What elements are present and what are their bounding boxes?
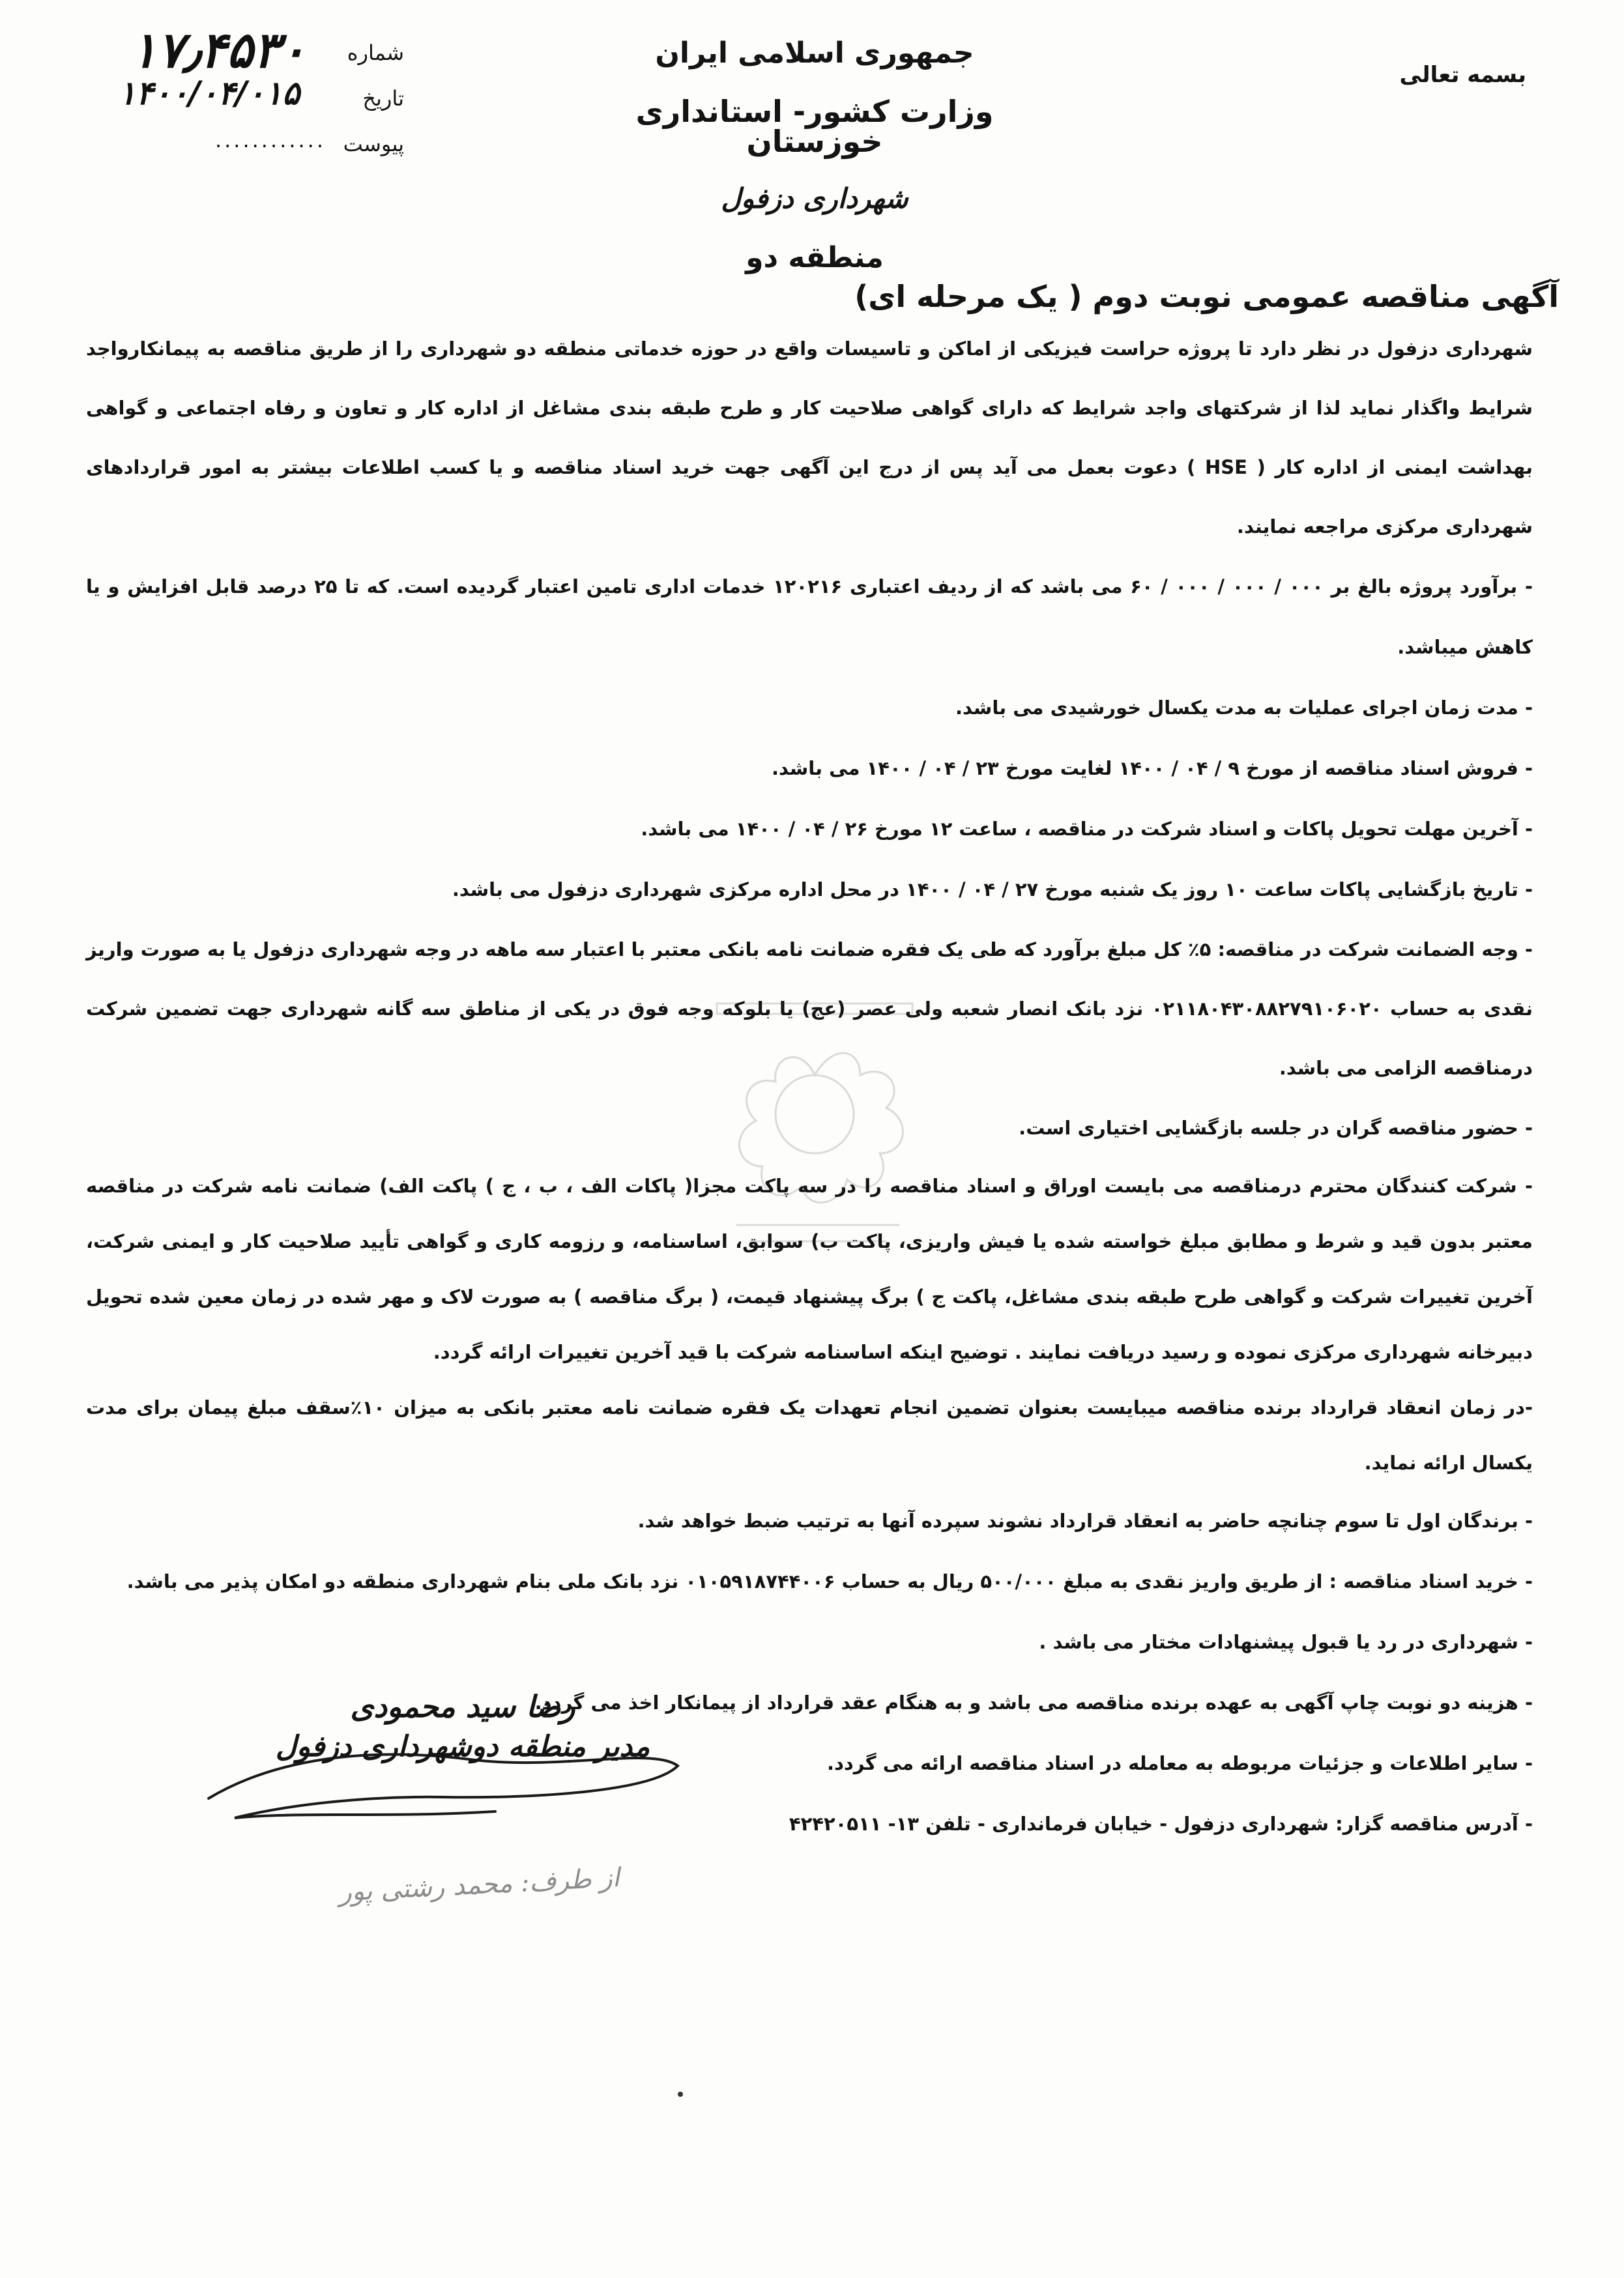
notice-item-performance-bond: -در زمان انعقاد قرارداد برنده مناقصه میبایست بعنوان تضمین انجام تعهدات یک فقره ضمانت نامه معتبر بانکی به میزان ۱۰٪سقف مبلغ پیمان برای مدت یکسال ارائه نماید. bbox=[86, 1396, 1533, 1474]
ink-dot bbox=[678, 2092, 683, 2097]
letter-meta bbox=[39, 21, 404, 163]
notice-item-document-sale: - فروش اسناد مناقصه از مورخ ۹ / ۰۴ / ۱۴۰۰ لغایت مورخ ۲۳ / ۰۴ / ۱۴۰۰ می باشد. bbox=[771, 757, 1533, 779]
notice-body bbox=[86, 319, 1533, 1854]
letter-date-label: تاریخ bbox=[362, 86, 404, 111]
signature-block bbox=[261, 1688, 665, 1766]
municipality-heading: شهرداری دزفول bbox=[721, 182, 908, 214]
handwritten-note: از طرف: محمد رشتی پور bbox=[338, 1862, 620, 1908]
letter-attachment-row bbox=[39, 117, 404, 163]
notice-item-winners: - برندگان اول تا سوم چنانچه حاضر به انعقاد قرارداد نشوند سپرده آنها به ترتیب ضبط خواهد شد. bbox=[637, 1510, 1533, 1532]
notice-item-opening-date: - تاریخ بازگشایی پاکات ساعت ۱۰ روز یک شنبه مورخ ۲۷ / ۰۴ / ۱۴۰۰ در محل اداره مرکزی شهرداری دزفول می باشد. bbox=[452, 878, 1533, 901]
notice-item-purchase: - خرید اسناد مناقصه : از طریق واریز نقدی به مبلغ ۵۰۰/۰۰۰ ریال به حساب ۰۱۰۵۹۱۸۷۴۴۰۰۶ نزد بانک ملی بنام شهرداری منطقه دو امکان پذیر می باشد. bbox=[126, 1570, 1533, 1593]
notice-item-ad-cost: - هزینه دو نوبت چاپ آگهی به عهده برنده مناقصه می باشد و به هنگام عقد قرارداد از پیمانکار اخذ می گردد. bbox=[534, 1692, 1533, 1714]
signatory-title: مدیر منطقه دوشهرداری دزفول bbox=[275, 1729, 650, 1763]
letter-date-row bbox=[39, 72, 404, 117]
notice-intro-paragraph: شهرداری دزفول در نظر دارد تا پروژه حراست فیزیکی از اماکن و تاسیسات واقع در حوزه خدماتی منطقه دو شهرداری را از طریق مناقصه به پیمانکارواجد شرایط واگذار نماید لذا از شرکتهای واجد شرایط که دارای گواهی صلاحیت کار و طرح طبقه بندی مشاغل از اداره کار و تعاون و رفاه اجتماعی و گواهی بهداشت ایمنی از اداره کار ( HSE ) دعوت بعمل می آید پس از درج این آگهی جهت خرید اسناد مناقصه و یا کسب اطلاعات بیشتر به امور قراردادهای شهرداری مرکزی مراجعه نمایند. bbox=[86, 338, 1533, 538]
notice-title: آگهی مناقصه عمومی نوبت دوم ( یک مرحله ای) bbox=[854, 279, 1559, 314]
letter-number-row bbox=[39, 21, 404, 79]
notice-item-duration: - مدت زمان اجرای عملیات به مدت یکسال خورشیدی می باشد. bbox=[955, 697, 1533, 719]
letter-attachment-value: ............ bbox=[214, 128, 326, 152]
signatory-name: رضا سید محمودی bbox=[350, 1689, 575, 1724]
notice-item-envelopes: - شرکت کنندگان محترم درمناقصه می بایست اوراق و اسناد مناقصه را در سه پاکت مجزا( پاکات الف ، ب ، ج ) پاکت الف) ضمانت نامه شرکت در مناقصه معتبر بدون قید و شرط و مطابق مبلغ خواسته شده یا فیش واریزی، پاکت ب) سوابق، اساسنامه، و رزومه کاری و گواهی تأیید صلاحیت کار و ایمنی شرکت، آخرین تغییرات شرکت و گواهی طرح طبقه بندی مشاغل، پاکت ج ) برگ پیشنهاد قیمت، ( برگ مناقصه ) به صورت لاک و مهر شده در زمان معین شده تحویل دبیرخانه شهرداری مرکزی نموده و رسید دریافت نمایند . توضیح اینکه اساسنامه شرکت با قید آخرین تغییرات ارائه گردد. bbox=[86, 1175, 1533, 1363]
notice-item-other-info: - سایر اطلاعات و جزئیات مربوطه به معامله در اسناد مناقصه ارائه می گردد. bbox=[826, 1752, 1533, 1774]
letterhead bbox=[573, 36, 1056, 274]
republic-heading: جمهوری اسلامی ایران bbox=[655, 36, 974, 70]
letter-number-value: ۱۷٫۴۵۳۰ bbox=[130, 21, 306, 79]
notice-item-rights: - شهرداری در رد یا قبول پیشنهادات مختار می باشد . bbox=[1039, 1631, 1533, 1653]
letter-date-value: ۱۴۰۰/۰۴/۰۱۵ bbox=[118, 74, 300, 112]
invocation-text: بسمه تعالی bbox=[1399, 62, 1526, 88]
notice-item-guarantee: - وجه الضمانت شرکت در مناقصه: ۵٪ کل مبلغ برآورد که طی یک فقره ضمانت نامه بانکی معتبر با اعتبار سه ماهه در وجه شهرداری دزفول یا به صورت واریز نقدی به حساب ۰۲۱۱۸۰۴۳۰۸۸۲۷۹۱۰۶۰۲۰ نزد بانک انصار شعبه ولی عصر (عج) یا بلوکه وجه فوق در یکی از مناطق سه گانه شهرداری جهت تضمین شرکت درمناقصه الزامی می باشد. bbox=[86, 938, 1533, 1079]
region-heading: منطقه دو bbox=[746, 241, 884, 274]
letter-number-label: شماره bbox=[347, 40, 404, 65]
ministry-heading: وزارت کشور- استانداری خوزستان bbox=[635, 94, 994, 159]
notice-item-attendance: - حضور مناقصه گران در جلسه بازگشایی اختیاری است. bbox=[1019, 1117, 1533, 1139]
notice-item-address: - آدرس مناقصه گزار: شهرداری دزفول - خیابان فرمانداری - تلفن ۱۳- ۴۲۴۲۰۵۱۱ bbox=[789, 1813, 1533, 1835]
notice-item-estimate: - برآورد پروژه بالغ بر ۰۰۰ / ۰۰۰ / ۰۰۰ / ۶۰ می باشد که از ردیف اعتباری ۱۲۰۲۱۶ خدمات اداری تامین اعتبار گردیده است. که تا ۲۵ درصد قابل افزایش و یا کاهش میباشد. bbox=[86, 575, 1533, 658]
letter-attachment-label: پیوست bbox=[343, 132, 404, 156]
notice-item-deadline: - آخرین مهلت تحویل پاکات و اسناد شرکت در مناقصه ، ساعت ۱۲ مورخ ۲۶ / ۰۴ / ۱۴۰۰ می باشد. bbox=[641, 818, 1533, 840]
